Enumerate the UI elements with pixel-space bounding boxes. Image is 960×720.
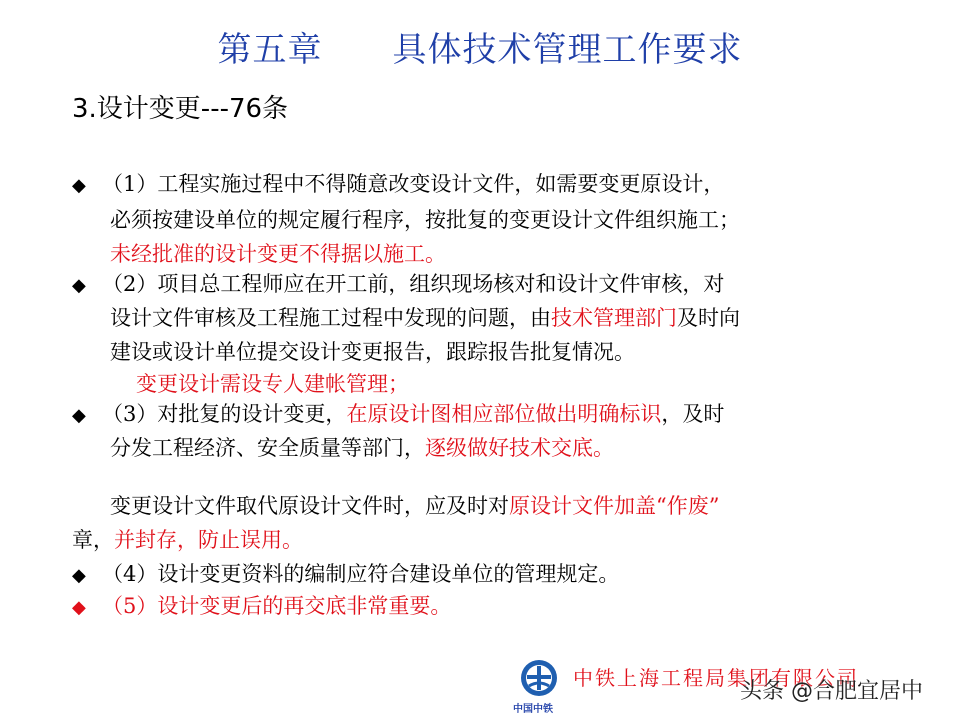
- para-text1-emphasis: 原设计文件加盖“作废”: [509, 494, 720, 518]
- item3-line2: [72, 432, 614, 462]
- item2-line1: [72, 268, 724, 298]
- item2-line4-emphasis: 变更设计需设专人建帐管理；: [136, 372, 409, 396]
- section-subtitle: 3.设计变更---76条: [72, 94, 289, 124]
- para-text1a: 变更设计文件取代原设计文件时，应及时对: [110, 494, 509, 518]
- item3-text2a: 分发工程经济、安全质量等部门，: [110, 436, 425, 460]
- diamond-bullet-icon: ◆: [72, 565, 86, 586]
- item2-text2a: 设计文件审核及工程施工过程中发现的问题，由: [110, 306, 551, 330]
- para-text2-emphasis: 并封存，防止误用。: [114, 528, 303, 552]
- item4-line: [72, 558, 619, 588]
- item5-text-emphasis: （5）设计变更后的再交底非常重要。: [102, 594, 452, 618]
- item3-line1: [72, 398, 724, 428]
- item2-text2b: 及时向: [677, 306, 740, 330]
- item1-line1: [72, 168, 724, 198]
- item1-line2: 必须按建设单位的规定履行程序，按批复的变更设计文件组织施工；: [110, 208, 740, 232]
- item4-text: （4）设计变更资料的编制应符合建设单位的管理规定。: [102, 562, 620, 586]
- crcc-logo-icon: [519, 658, 559, 698]
- diamond-bullet-icon: ◆: [72, 175, 86, 196]
- item5-line: [72, 590, 451, 620]
- item3-text2-emphasis: 逐级做好技术交底。: [425, 436, 614, 460]
- diamond-bullet-icon: ◆: [72, 405, 86, 426]
- logo-caption: 中国中铁: [513, 704, 553, 715]
- diamond-bullet-icon: ◆: [72, 275, 86, 296]
- watermark-text: 头条 @合肥宜居中: [740, 679, 923, 704]
- item2-line3: 建设或设计单位提交设计变更报告，跟踪报告批复情况。: [110, 340, 635, 364]
- item2-text2-emphasis: 技术管理部门: [551, 306, 677, 330]
- page-title: 第五章 具体技术管理工作要求: [217, 30, 743, 70]
- item3-text1a: （3）对批复的设计变更，: [102, 402, 347, 426]
- item2-line2: [72, 302, 740, 332]
- footer: [513, 656, 955, 715]
- para-text2a: 章，: [72, 528, 114, 552]
- item2-text1: （2）项目总工程师应在开工前，组织现场核对和设计文件审核，对: [102, 272, 725, 296]
- para-line1: [72, 490, 719, 520]
- item3-text1-emphasis: 在原设计图相应部位做出明确标识: [346, 402, 662, 426]
- para-line2: [72, 524, 303, 554]
- item1-line3-emphasis: 未经批准的设计变更不得据以施工。: [110, 242, 446, 266]
- company-name: 中铁上海工程局集团有限公司: [573, 666, 859, 690]
- diamond-bullet-icon: ◆: [72, 597, 86, 618]
- item1-text1: （1）工程实施过程中不得随意改变设计文件，如需要变更原设计，: [102, 172, 725, 196]
- item3-text1b: ，及时: [661, 402, 725, 426]
